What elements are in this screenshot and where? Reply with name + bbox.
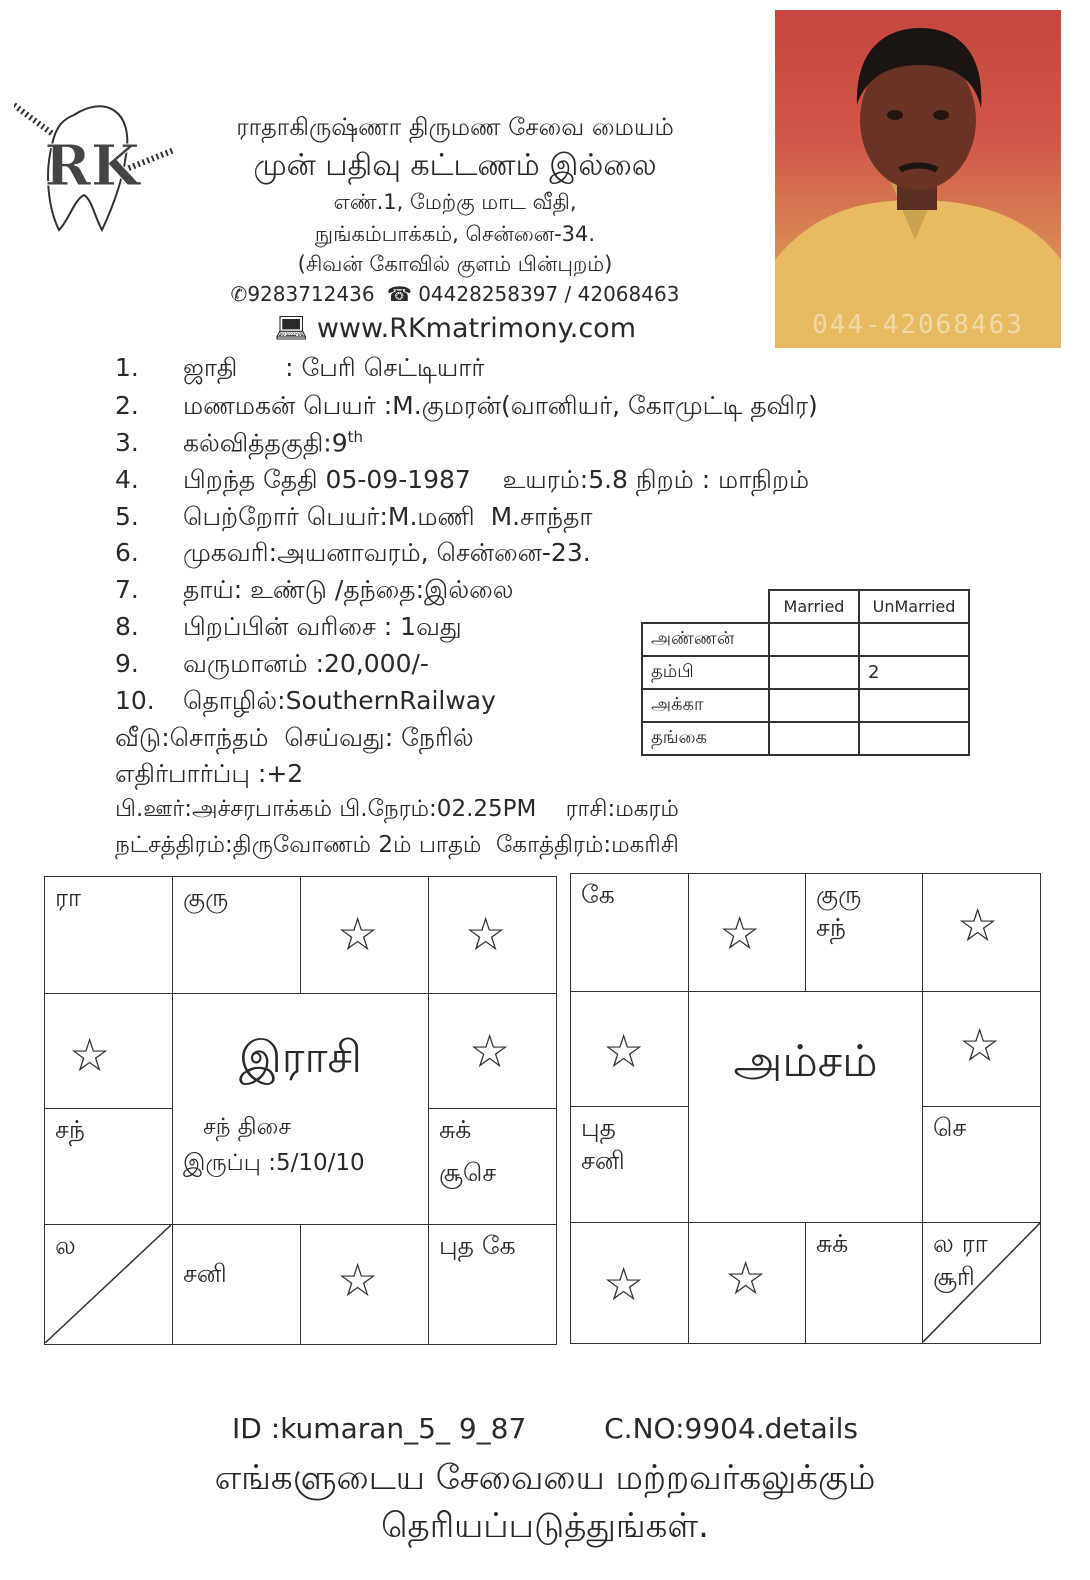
lagna-label: ல ரா xyxy=(933,1229,988,1258)
rasi-cell-8 xyxy=(300,1224,429,1345)
amsam-cell-2 xyxy=(688,873,806,992)
detail-number: 10. xyxy=(115,686,155,715)
detail-row xyxy=(115,612,462,645)
amsam-title: அம்சம் xyxy=(733,1036,878,1087)
detail-number: 6. xyxy=(115,538,139,567)
rasi-cell-6 xyxy=(428,1108,557,1225)
star-icon: ☆ xyxy=(69,1028,111,1082)
table-row xyxy=(642,656,969,689)
rasi-cell-7 xyxy=(428,1224,557,1345)
planet-label: புத xyxy=(581,1113,616,1142)
detail-text: வருமானம் :20,000/- xyxy=(183,649,429,678)
lagna-label: ல xyxy=(55,1231,76,1260)
married-cell xyxy=(769,722,859,755)
detail-number: 4. xyxy=(115,465,139,494)
planet-label: கே xyxy=(581,880,615,909)
computer-icon: 💻︎ xyxy=(273,313,309,344)
row-label: தங்கை xyxy=(642,722,769,755)
unmarried-cell xyxy=(859,689,969,722)
amsam-cell-8 xyxy=(805,1222,923,1344)
detail-number: 5. xyxy=(115,502,139,531)
star-icon: ☆ xyxy=(465,907,507,961)
detail-row xyxy=(115,353,484,386)
detail-text: பிறந்த தேதி 05-09-1987 உயரம்:5.8 நிறம் : மாநிறம் xyxy=(183,465,810,494)
detail-text: தொழில்:SouthernRailway xyxy=(183,686,496,715)
detail-row xyxy=(115,391,818,424)
address-line-3: (சிவன் கோவில் குளம் பின்புறம்) xyxy=(297,252,613,276)
siblings-header-row xyxy=(642,590,969,623)
detail-text: கல்வித்தகுதி:9 xyxy=(183,428,348,458)
tagline: முன் பதிவு கட்டணம் இல்லை xyxy=(253,148,657,183)
mobile-number: 9283712436 xyxy=(247,282,375,306)
planet-label: சுக் xyxy=(816,1229,849,1258)
detail-text: பிறப்பின் வரிசை : 1வது xyxy=(183,612,462,641)
planet-label: குரு xyxy=(816,880,862,909)
rk-logo xyxy=(14,95,174,240)
detail-text: மணமகன் பெயர் :M.குமரன்(வானியர், கோமுட்டி தவிர) xyxy=(183,391,818,420)
amsam-cell-4 xyxy=(922,873,1041,992)
logo-graphic xyxy=(14,95,174,240)
photo-watermark: 044-42068463 xyxy=(812,310,1024,340)
rasi-cell-2 xyxy=(172,876,301,994)
star-icon: ☆ xyxy=(337,907,379,961)
married-cell xyxy=(769,656,859,689)
star-icon: ☆ xyxy=(337,1253,379,1307)
contact-line xyxy=(160,282,750,306)
amsam-center xyxy=(688,991,923,1223)
detail-text: முகவரி:அயனாவரம், சென்னை-23. xyxy=(183,538,591,567)
detail-number: 2. xyxy=(115,391,139,420)
table-row xyxy=(642,623,969,656)
table-corner xyxy=(642,590,769,623)
rasi-chart xyxy=(44,876,557,1345)
rasi-cell-3 xyxy=(300,876,429,994)
star-icon: ☆ xyxy=(959,1018,1001,1072)
planet-label: சுக் xyxy=(439,1115,472,1144)
extra-detail-line: பி.ஊர்:அச்சரபாக்கம் பி.நேரம்:02.25PM ராசி:மகரம் xyxy=(115,796,679,822)
table-row xyxy=(642,689,969,722)
detail-superscript: th xyxy=(347,428,364,446)
table-row xyxy=(642,722,969,755)
header-unmarried: UnMarried xyxy=(859,590,969,623)
rasi-cell-11 xyxy=(44,1108,173,1225)
planet-label: சூரி xyxy=(933,1262,975,1291)
siblings-table xyxy=(641,589,970,756)
detail-number: 8. xyxy=(115,612,139,641)
detail-text: பெற்றோர் பெயர்:M.மணி M.சாந்தா xyxy=(183,502,593,531)
row-label: அக்கா xyxy=(642,689,769,722)
star-icon: ☆ xyxy=(719,906,761,960)
detail-number: 3. xyxy=(115,428,139,458)
extra-detail-line: வீடு:சொந்தம் செய்வது: நேரில் xyxy=(115,723,474,752)
portrait-graphic xyxy=(775,10,1061,348)
amsam-cell-3 xyxy=(805,873,923,992)
rasi-cell-5 xyxy=(428,993,557,1109)
detail-row xyxy=(115,649,429,682)
groom-photo xyxy=(775,10,1061,348)
detail-row xyxy=(115,575,514,608)
c-no: C.NO:9904.details xyxy=(604,1412,858,1445)
dasa-balance: இருப்பு :5/10/10 xyxy=(183,1150,365,1176)
amsam-cell-10 xyxy=(570,1222,689,1344)
amsam-cell-7 xyxy=(922,1222,1041,1344)
header-married: Married xyxy=(769,590,859,623)
unmarried-cell xyxy=(859,623,969,656)
planet-label: சனி xyxy=(581,1146,625,1175)
planet-label: புத கே xyxy=(439,1231,516,1260)
star-icon: ☆ xyxy=(725,1251,767,1305)
detail-number: 9. xyxy=(115,649,139,678)
planet-label: குரு xyxy=(183,883,229,912)
amsam-cell-9 xyxy=(688,1222,806,1344)
rasi-title: இராசி xyxy=(239,1032,362,1083)
dasa-label: சந் திசை xyxy=(203,1114,292,1140)
planet-label: சந் xyxy=(55,1115,85,1144)
married-cell xyxy=(769,623,859,656)
amsam-cell-1 xyxy=(570,873,689,992)
extra-detail-line: நட்சத்திரம்:திருவோணம் 2ம் பாதம் கோத்திரம்:மகரிசி xyxy=(115,832,679,858)
rasi-cell-12 xyxy=(44,993,173,1109)
planet-label: சூசெ xyxy=(439,1158,497,1187)
footer-line-2: தெரியப்படுத்துங்கள். xyxy=(381,1506,709,1546)
planet-label: சந் xyxy=(816,913,846,942)
planet-label: ரா xyxy=(55,883,81,912)
address-line-2: நுங்கம்பாக்கம், சென்னை-34. xyxy=(314,222,596,246)
detail-row xyxy=(115,538,591,571)
detail-row xyxy=(115,686,496,719)
married-cell xyxy=(769,689,859,722)
website-line xyxy=(160,312,750,344)
rasi-cell-4 xyxy=(428,876,557,994)
website-url: www.RKmatrimony.com xyxy=(316,313,637,344)
detail-row xyxy=(115,465,809,498)
detail-number: 7. xyxy=(115,575,139,604)
lagna-diagonal xyxy=(923,1223,1040,1342)
row-label: தம்பி xyxy=(642,656,769,689)
amsam-chart xyxy=(570,873,1041,1344)
detail-number: 1. xyxy=(115,353,139,382)
extra-detail-line: எதிர்பார்ப்பு :+2 xyxy=(115,759,304,788)
telephone-icon: ☎ xyxy=(386,282,412,306)
unmarried-cell: 2 xyxy=(859,656,969,689)
amsam-cell-6 xyxy=(922,1106,1041,1223)
planet-label: செ xyxy=(933,1113,967,1142)
amsam-cell-5 xyxy=(922,991,1041,1107)
detail-row xyxy=(115,502,592,535)
star-icon: ☆ xyxy=(957,898,999,952)
mobile-icon: ✆ xyxy=(230,282,248,306)
address-line-1: எண்.1, மேற்கு மாட வீதி, xyxy=(333,190,577,214)
rasi-center xyxy=(172,993,429,1225)
row-label: அண்ணன் xyxy=(642,623,769,656)
rasi-cell-9 xyxy=(172,1224,301,1345)
star-icon: ☆ xyxy=(603,1024,645,1078)
star-icon: ☆ xyxy=(469,1024,511,1078)
lagna-diagonal xyxy=(45,1225,171,1343)
detail-text: தாய்: உண்டு /தந்தை:இல்லை xyxy=(183,575,514,604)
footer-line-1: எங்களுடைய சேவையை மற்றவர்கலுக்கும் xyxy=(214,1458,876,1498)
rasi-cell-10 xyxy=(44,1224,173,1345)
star-icon: ☆ xyxy=(603,1257,645,1311)
unmarried-cell xyxy=(859,722,969,755)
rasi-cell-1 xyxy=(44,876,173,994)
detail-text: ஜாதி : பேரி செட்டியார் xyxy=(183,353,485,382)
amsam-cell-11 xyxy=(570,1106,689,1223)
detail-row xyxy=(115,428,363,461)
profile-id: ID :kumaran_5_ 9_87 xyxy=(232,1412,527,1445)
logo-text: RK xyxy=(44,133,140,199)
phone-number: 04428258397 / 42068463 xyxy=(418,282,680,306)
planet-label: சனி xyxy=(183,1259,227,1288)
amsam-cell-12 xyxy=(570,991,689,1107)
center-name: ராதாகிருஷ்ணா திருமண சேவை மையம் xyxy=(236,113,674,141)
footer-id-line xyxy=(0,1412,1090,1445)
